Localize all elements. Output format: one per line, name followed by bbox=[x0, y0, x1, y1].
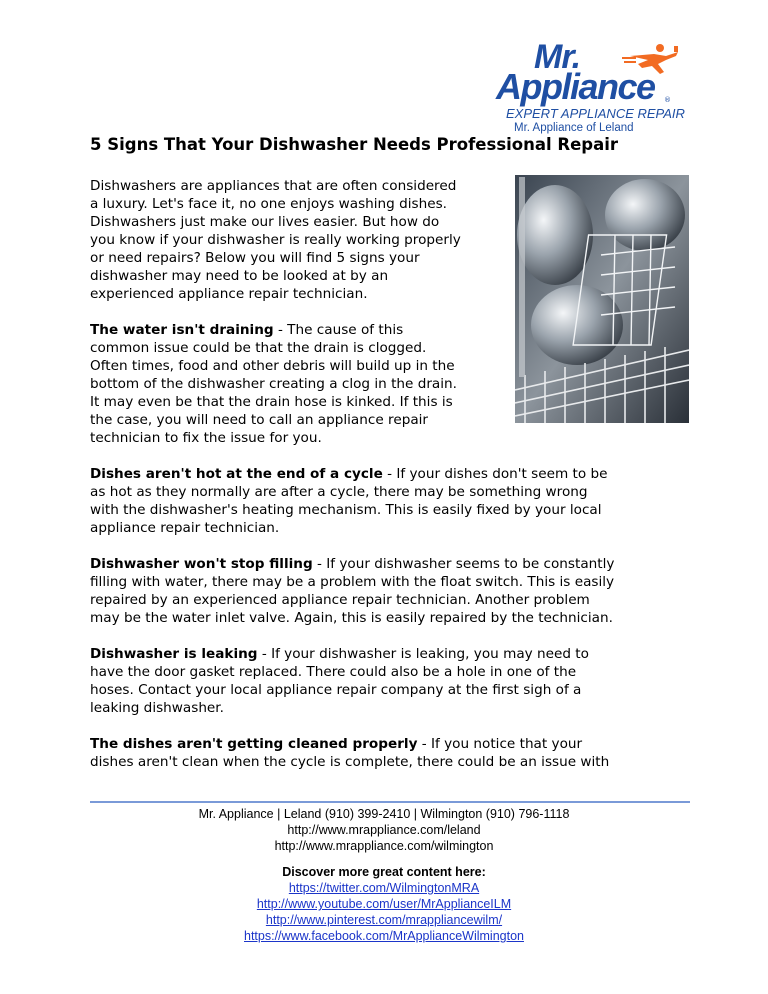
text-line: hoses. Contact your local appliance repair company at the first sigh of a bbox=[90, 682, 582, 698]
leland-url: http://www.mrappliance.com/leland bbox=[287, 823, 481, 837]
logo-registered-mark: ® bbox=[664, 96, 671, 104]
text-line: Often times, food and other debris will build up in the bbox=[90, 358, 455, 374]
logo-appliance-text: Appliance bbox=[496, 66, 655, 107]
contact-line: Mr. Appliance | Leland (910) 399-2410 | Wilmington (910) 796-1118 bbox=[198, 807, 570, 821]
twitter-link[interactable]: https://twitter.com/WilmingtonMRA bbox=[288, 881, 480, 895]
text-line: - If your dishes don't seem to be bbox=[382, 466, 608, 482]
sign-heading: Dishwasher won't stop filling bbox=[90, 556, 313, 572]
text-line: repaired by an experienced appliance repair technician. Another problem bbox=[90, 592, 590, 608]
dishwasher-photo bbox=[515, 175, 689, 423]
text-line: - If you notice that your bbox=[417, 736, 583, 752]
text-line: or need repairs? Below you will find 5 signs your bbox=[90, 250, 420, 266]
text-line: have the door gasket replaced. There could also be a hole in one of the bbox=[90, 664, 577, 680]
text-line: experienced appliance repair technician. bbox=[90, 286, 368, 302]
text-line: as hot as they normally are after a cycle, there may be something wrong bbox=[90, 484, 588, 500]
youtube-link[interactable]: http://www.youtube.com/user/MrApplianceILM bbox=[256, 897, 512, 911]
text-line: Dishwashers are appliances that are often considered bbox=[90, 178, 457, 194]
text-line: Dishwashers just make our lives easier. But how do bbox=[90, 214, 440, 230]
wilmington-url: http://www.mrappliance.com/wilmington bbox=[274, 839, 494, 853]
logo-mr-text: Mr. bbox=[534, 38, 581, 76]
text-line: leaking dishwasher. bbox=[90, 700, 224, 716]
text-line: a luxury. Let's face it, no one enjoys washing dishes. bbox=[90, 196, 447, 212]
sign-2-paragraph bbox=[90, 465, 608, 537]
text-line: dishwasher may need to be looked at by an bbox=[90, 268, 389, 284]
footer-contact bbox=[90, 806, 678, 854]
mr-appliance-logo bbox=[492, 38, 685, 136]
sign-5-paragraph bbox=[90, 735, 609, 771]
sign-heading: The dishes aren't getting cleaned properly bbox=[90, 736, 418, 752]
text-line: - If your dishwasher is leaking, you may need to bbox=[257, 646, 589, 662]
footer-links bbox=[90, 864, 678, 944]
discover-heading: Discover more great content here: bbox=[282, 865, 486, 879]
sign-1-paragraph bbox=[90, 321, 457, 447]
logo-tagline: EXPERT APPLIANCE REPAIR bbox=[506, 106, 685, 121]
text-line: the case, you will need to call an appliance repair bbox=[90, 412, 429, 428]
text-line: dishes aren't clean when the cycle is complete, there could be an issue with bbox=[90, 754, 610, 770]
sign-heading: The water isn't draining bbox=[90, 322, 274, 338]
text-line: bottom of the dishwasher creating a clog in the drain. bbox=[90, 376, 457, 392]
text-line: It may even be that the drain hose is kinked. If this is bbox=[90, 394, 453, 410]
text-line: - The cause of this bbox=[273, 322, 404, 338]
sign-heading: Dishwasher is leaking bbox=[90, 646, 258, 662]
intro-paragraph bbox=[90, 177, 461, 303]
text-line: technician to fix the issue for you. bbox=[90, 430, 322, 446]
sign-3-paragraph bbox=[90, 555, 614, 627]
document-title: 5 Signs That Your Dishwasher Needs Professional Repair bbox=[90, 135, 619, 154]
pinterest-link[interactable]: http://www.pinterest.com/mrappliancewilm/ bbox=[265, 913, 503, 927]
text-line: you know if your dishwasher is really working properly bbox=[90, 232, 461, 248]
text-line: appliance repair technician. bbox=[90, 520, 280, 536]
text-line: filling with water, there may be a problem with the float switch. This is easily bbox=[90, 574, 615, 590]
text-line: common issue could be that the drain is clogged. bbox=[90, 340, 427, 356]
logo-location: Mr. Appliance of Leland bbox=[514, 122, 634, 134]
facebook-link[interactable]: https://www.facebook.com/MrApplianceWilmington bbox=[244, 929, 524, 943]
sign-4-paragraph bbox=[90, 645, 589, 717]
text-line: with the dishwasher's heating mechanism. This is easily fixed by your local bbox=[90, 502, 602, 518]
footer-divider bbox=[90, 801, 690, 803]
sign-heading: Dishes aren't hot at the end of a cycle bbox=[90, 466, 383, 482]
text-line: - If your dishwasher seems to be constantly bbox=[312, 556, 615, 572]
text-line: may be the water inlet valve. Again, this is easily repaired by the technician. bbox=[90, 610, 613, 626]
